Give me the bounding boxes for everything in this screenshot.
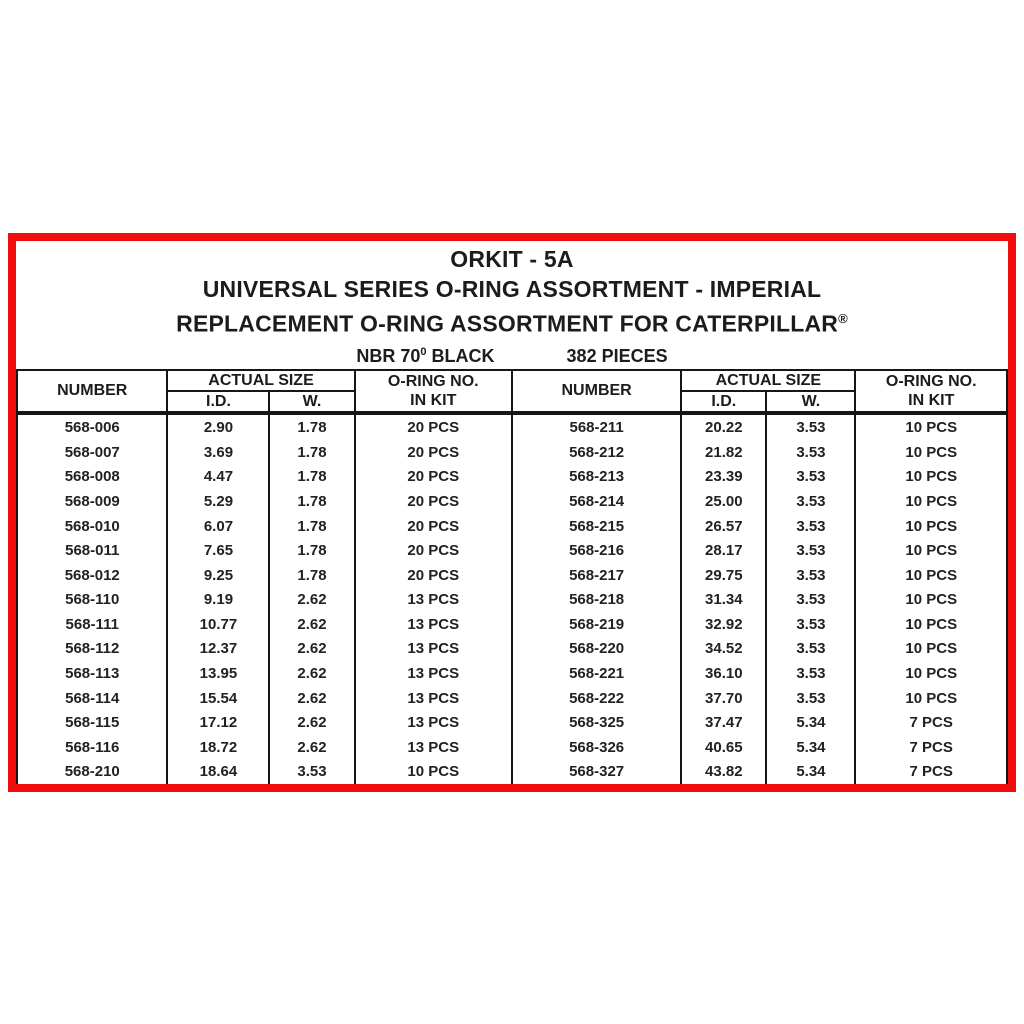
table-cell: 5.34 [766,735,855,760]
col-header-oring-no-left [355,370,512,413]
table-cell: 3.53 [766,413,855,440]
in-kit-label: IN KIT [908,391,955,409]
col-header-actual-size-left: ACTUAL SIZE [167,370,354,391]
table-cell: 3.53 [766,489,855,514]
table-cell: 568-111 [17,612,167,637]
table-cell: 13 PCS [355,612,512,637]
table-cell: 2.62 [269,637,354,662]
table-row [17,563,1007,588]
table-cell: 12.37 [167,637,269,662]
table-cell: 5.34 [766,710,855,735]
table-cell: 2.62 [269,612,354,637]
table-cell: 3.69 [167,440,269,465]
table-cell: 568-008 [17,465,167,490]
table-row [17,686,1007,711]
table-cell: 13 PCS [355,637,512,662]
table-cell: 568-217 [512,563,681,588]
oring-assortment-table [16,369,1008,784]
page-subtitle-replacement [16,304,1008,339]
table-cell: 568-116 [17,735,167,760]
table-cell: 568-219 [512,612,681,637]
col-header-actual-size-right: ACTUAL SIZE [681,370,855,391]
piece-count: 382 PIECES [566,345,668,366]
table-cell: 5.34 [766,759,855,784]
table-cell: 568-327 [512,759,681,784]
table-cell: 13.95 [167,661,269,686]
table-cell: 568-211 [512,413,681,440]
table-cell: 3.53 [766,538,855,563]
table-cell: 1.78 [269,563,354,588]
table-cell: 37.70 [681,686,766,711]
table-cell: 43.82 [681,759,766,784]
table-cell: 3.53 [766,637,855,662]
registered-trademark-symbol: ® [838,311,848,326]
table-row [17,440,1007,465]
table-cell: 18.72 [167,735,269,760]
table-cell: 1.78 [269,489,354,514]
table-row [17,612,1007,637]
table-cell: 9.25 [167,563,269,588]
table-cell: 568-112 [17,637,167,662]
table-body [17,413,1007,784]
table-cell: 25.00 [681,489,766,514]
table-row [17,661,1007,686]
table-cell: 568-326 [512,735,681,760]
table-cell: 568-115 [17,710,167,735]
table-cell: 32.92 [681,612,766,637]
table-cell: 568-222 [512,686,681,711]
table-cell: 20 PCS [355,563,512,588]
table-cell: 10 PCS [855,587,1007,612]
col-header-oring-no-right [855,370,1007,413]
table-cell: 10 PCS [855,612,1007,637]
table-cell: 2.62 [269,587,354,612]
table-cell: 568-218 [512,587,681,612]
oring-no-label: O-RING NO. [387,372,479,390]
table-cell: 2.62 [269,661,354,686]
table-cell: 568-011 [17,538,167,563]
table-cell: 7 PCS [855,759,1007,784]
table-row [17,637,1007,662]
col-header-w-left: W. [269,391,354,413]
table-cell: 568-215 [512,514,681,539]
table-cell: 3.53 [766,686,855,711]
table-cell: 2.62 [269,710,354,735]
table-cell: 3.53 [766,440,855,465]
table-cell: 29.75 [681,563,766,588]
table-cell: 568-214 [512,489,681,514]
table-cell: 1.78 [269,538,354,563]
table-cell: 40.65 [681,735,766,760]
col-header-number-right: NUMBER [512,370,681,413]
table-cell: 568-006 [17,413,167,440]
table-row [17,465,1007,490]
table-cell: 10 PCS [855,686,1007,711]
table-cell: 2.90 [167,413,269,440]
table-cell: 13 PCS [355,686,512,711]
table-cell: 36.10 [681,661,766,686]
table-row [17,514,1007,539]
table-cell: 568-213 [512,465,681,490]
table-cell: 18.64 [167,759,269,784]
material-and-count-line [16,339,1008,369]
table-cell: 568-325 [512,710,681,735]
table-cell: 10 PCS [855,465,1007,490]
table-cell: 568-113 [17,661,167,686]
table-cell: 3.53 [766,514,855,539]
table-cell: 2.62 [269,686,354,711]
table-row [17,489,1007,514]
table-cell: 20.22 [681,413,766,440]
table-cell: 1.78 [269,514,354,539]
table-cell: 10 PCS [355,759,512,784]
title-block [16,241,1008,369]
table-header [17,370,1007,413]
table-row [17,587,1007,612]
table-cell: 31.34 [681,587,766,612]
table-cell: 10.77 [167,612,269,637]
table-cell: 10 PCS [855,413,1007,440]
table-cell: 568-009 [17,489,167,514]
table-cell: 7 PCS [855,735,1007,760]
table-row [17,538,1007,563]
spec-sheet-red-border-box [8,233,1016,792]
table-cell: 13 PCS [355,710,512,735]
table-cell: 3.53 [766,612,855,637]
page-subtitle-series: UNIVERSAL SERIES O-RING ASSORTMENT - IMPERIAL [202,276,822,302]
table-cell: 568-007 [17,440,167,465]
table-cell: 37.47 [681,710,766,735]
table-cell: 568-216 [512,538,681,563]
table-cell: 568-221 [512,661,681,686]
table-cell: 28.17 [681,538,766,563]
table-cell: 2.62 [269,735,354,760]
table-cell: 4.47 [167,465,269,490]
table-cell: 20 PCS [355,413,512,440]
table-cell: 7 PCS [855,710,1007,735]
col-header-id-right: I.D. [681,391,766,413]
table-cell: 13 PCS [355,661,512,686]
col-header-number-left: NUMBER [17,370,167,413]
table-cell: 20 PCS [355,538,512,563]
table-cell: 568-210 [17,759,167,784]
table-cell: 6.07 [167,514,269,539]
table-cell: 3.53 [766,563,855,588]
table-cell: 23.39 [681,465,766,490]
replacement-text: REPLACEMENT O-RING ASSORTMENT FOR CATERPILLAR [176,310,839,337]
table-cell: 3.53 [766,661,855,686]
table-cell: 1.78 [269,465,354,490]
table-cell: 26.57 [681,514,766,539]
table-cell: 20 PCS [355,514,512,539]
table-cell: 5.29 [167,489,269,514]
table-row [17,759,1007,784]
table-cell: 15.54 [167,686,269,711]
material-spec: NBR $70^0$ BLACK [356,345,495,366]
table-cell: 13 PCS [355,587,512,612]
table-cell: 568-220 [512,637,681,662]
table-row [17,413,1007,440]
table-cell: 1.78 [269,440,354,465]
table-cell: 3.53 [766,465,855,490]
table-cell: 10 PCS [855,440,1007,465]
table-cell: 20 PCS [355,489,512,514]
table-cell: 20 PCS [355,465,512,490]
table-cell: 21.82 [681,440,766,465]
table-cell: 7.65 [167,538,269,563]
table-cell: 10 PCS [855,514,1007,539]
table-row [17,710,1007,735]
table-cell: 10 PCS [855,661,1007,686]
table-cell: 3.53 [766,587,855,612]
table-cell: 10 PCS [855,538,1007,563]
table-cell: 10 PCS [855,637,1007,662]
col-header-w-right: W. [766,391,855,413]
table-row [17,735,1007,760]
table-cell: 568-110 [17,587,167,612]
table-cell: 1.78 [269,413,354,440]
table-cell: 10 PCS [855,563,1007,588]
table-cell: 34.52 [681,637,766,662]
page-title: ORKIT - 5A [450,246,574,272]
table-cell: 20 PCS [355,440,512,465]
table-cell: 13 PCS [355,735,512,760]
table-cell: 10 PCS [855,489,1007,514]
table-cell: 568-010 [17,514,167,539]
table-cell: 9.19 [167,587,269,612]
table-cell: 3.53 [269,759,354,784]
oring-no-label: O-RING NO. [885,372,977,390]
table-cell: 568-212 [512,440,681,465]
table-cell: 568-012 [17,563,167,588]
in-kit-label: IN KIT [410,391,457,409]
table-cell: 17.12 [167,710,269,735]
col-header-id-left: I.D. [167,391,269,413]
table-cell: 568-114 [17,686,167,711]
